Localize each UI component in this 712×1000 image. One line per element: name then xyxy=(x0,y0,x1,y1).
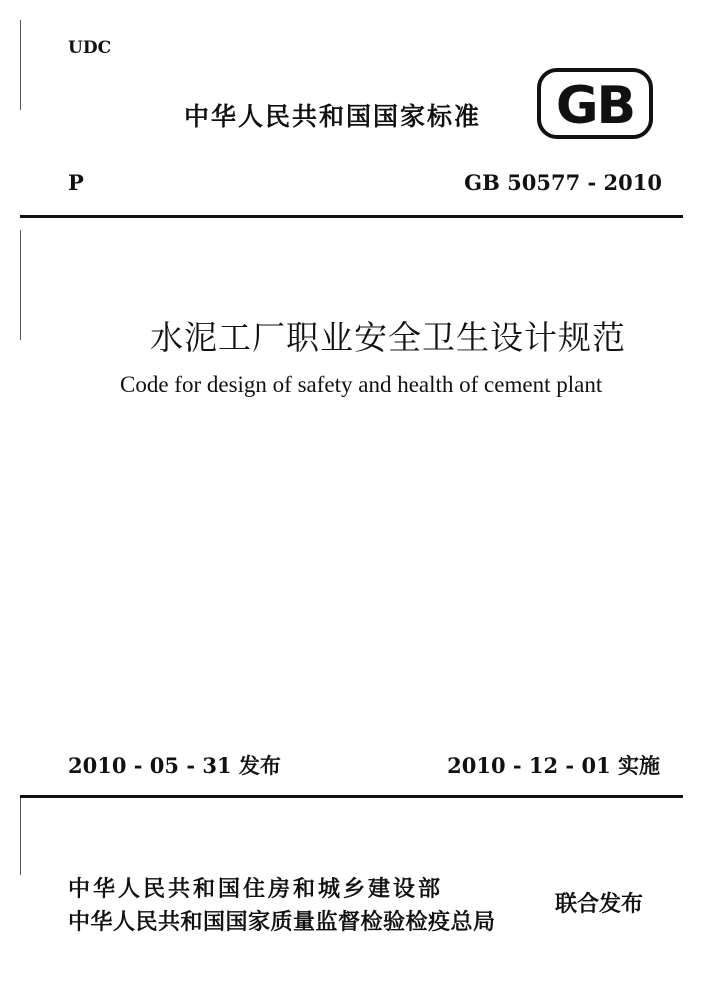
category-code: P xyxy=(68,170,84,195)
national-standard-heading: 中华人民共和国国家标准 xyxy=(184,102,482,131)
issuer-ministry-housing: 中华人民共和国住房和城乡建设部 xyxy=(68,877,444,902)
issue-date: 2010 - 05 - 31 发布 xyxy=(68,753,281,778)
scan-edge-line-top xyxy=(20,20,21,110)
title-english: Code for design of safety and health of cement plant xyxy=(120,372,603,397)
issuer-aqsiq: 中华人民共和国国家质量监督检验检疫总局 xyxy=(68,910,496,935)
gb-logo-text: GB xyxy=(555,76,635,136)
gb-logo-icon xyxy=(535,66,655,141)
scan-edge-line-mid xyxy=(20,230,21,340)
footer-divider xyxy=(20,795,683,798)
title-chinese: 水泥工厂职业安全卫生设计规范 xyxy=(150,318,626,357)
udc-label: UDC xyxy=(68,38,112,58)
standard-number: GB 50577 - 2010 xyxy=(464,170,662,195)
joint-issue-label: 联合发布 xyxy=(555,892,644,917)
scan-edge-line-bottom xyxy=(20,795,21,875)
header-divider xyxy=(20,215,683,218)
implementation-date: 2010 - 12 - 01 实施 xyxy=(447,753,660,778)
